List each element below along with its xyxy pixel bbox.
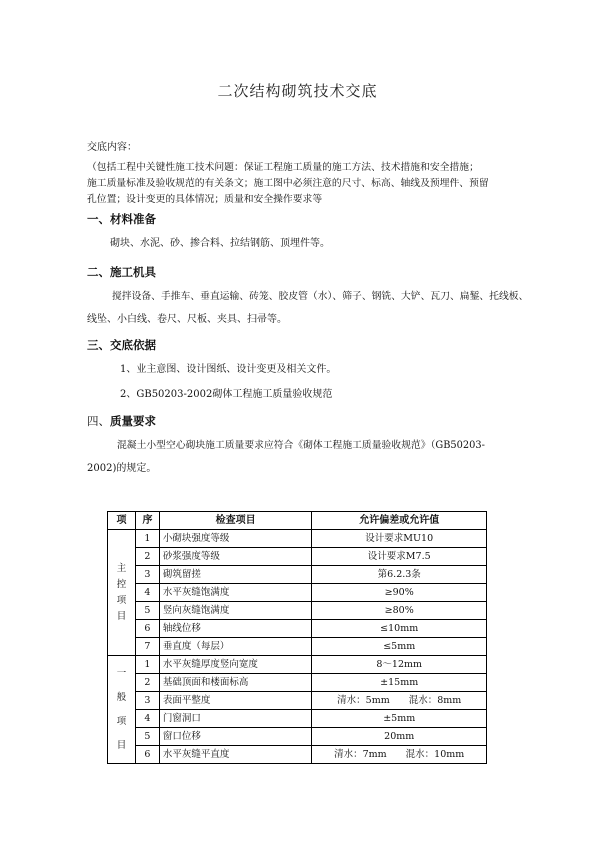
table-row	[108, 674, 487, 692]
header-no: 序	[135, 512, 159, 530]
row-no: 2	[135, 674, 159, 692]
row-no: 5	[135, 602, 159, 620]
row-no: 1	[135, 530, 159, 548]
row-item: 水平灰缝平直度	[159, 746, 312, 764]
table-row	[108, 602, 487, 620]
row-item: 表面平整度	[159, 692, 312, 710]
section-4-title: 质量要求	[110, 414, 156, 428]
row-item: 水平灰缝厚度竖向宽度	[159, 656, 312, 674]
row-value: 20mm	[312, 728, 487, 746]
group-general-label	[108, 656, 136, 764]
section-2-heading: 二、施工机具	[87, 265, 156, 279]
row-value: ≥80%	[312, 602, 487, 620]
row-no: 5	[135, 728, 159, 746]
intro-line-3: 孔位置；设计变更的具体情况；质量和安全操作要求等	[87, 194, 323, 205]
section-4-prefix: 四、	[87, 414, 110, 428]
row-item: 小砌块强度等级	[159, 530, 312, 548]
row-value: 清水：5mm 混水：8mm	[312, 692, 487, 710]
row-no: 2	[135, 548, 159, 566]
row-item: 砌筑留搓	[159, 566, 312, 584]
row-value: ±5mm	[312, 710, 487, 728]
header-item: 检查项目	[159, 512, 312, 530]
table-row	[108, 710, 487, 728]
row-no: 6	[135, 746, 159, 764]
section-3-heading: 三、交底依据	[87, 338, 156, 352]
row-item: 垂直度（每层）	[159, 638, 312, 656]
section-3-item-2: 2、GB50203-2002砌体工程施工质量验收规范	[120, 389, 333, 400]
row-item: 门窗洞口	[159, 710, 312, 728]
section-2-line-2: 线坠、小白线、卷尺、尺板、夹具、扫帚等。	[87, 314, 287, 325]
row-no: 7	[135, 638, 159, 656]
section-3-item-1: 1、业主意图、设计图纸、设计变更及相关文件。	[120, 364, 337, 375]
row-value: 8～12mm	[312, 656, 487, 674]
row-no: 1	[135, 656, 159, 674]
row-no: 4	[135, 710, 159, 728]
intro-line-2: 施工质量标准及验收规范的有关条文；施工图中必须注意的尺寸、标高、轴线及预埋件、预留	[87, 178, 489, 189]
group-main-char: 项	[116, 594, 127, 606]
row-no: 3	[135, 692, 159, 710]
row-value: ≥90%	[312, 584, 487, 602]
header-category: 项	[108, 512, 136, 530]
table-row	[108, 584, 487, 602]
row-value: ≤10mm	[312, 620, 487, 638]
table-header-row	[108, 512, 487, 530]
group-general-char: 一	[116, 667, 127, 679]
section-4-line-1: 混凝土小型空心砌块施工质量要求应符合《砌体工程施工质量验收规范》（GB50203-	[117, 440, 485, 451]
table-row	[108, 620, 487, 638]
table-row	[108, 548, 487, 566]
section-1-heading: 一、材料准备	[87, 212, 156, 226]
table-row	[108, 530, 487, 548]
row-value: 设计要求MU10	[312, 530, 487, 548]
section-4-heading	[87, 413, 156, 429]
intro-line-1: （包括工程中关键性施工技术问题：保证工程施工质量的施工方法、技术措施和安全措施；	[87, 162, 479, 173]
row-value: ≤5mm	[312, 638, 487, 656]
document-title: 二次结构砌筑技术交底	[217, 82, 378, 100]
group-general-char: 般	[116, 691, 127, 703]
table-row	[108, 692, 487, 710]
row-item: 窗口位移	[159, 728, 312, 746]
row-value: ±15mm	[312, 674, 487, 692]
table-row	[108, 728, 487, 746]
row-item: 轴线位移	[159, 620, 312, 638]
row-no: 6	[135, 620, 159, 638]
row-no: 3	[135, 566, 159, 584]
section-4-line-2: 2002)的规定。	[87, 463, 157, 474]
table-row	[108, 566, 487, 584]
group-main-label	[108, 530, 136, 656]
quality-table	[107, 511, 487, 764]
group-general-char: 项	[116, 715, 127, 727]
group-general-char: 目	[116, 739, 127, 751]
group-main-char: 主	[116, 562, 127, 574]
intro-label: 交底内容：	[87, 142, 137, 153]
row-item: 竖向灰缝饱满度	[159, 602, 312, 620]
table-row	[108, 746, 487, 764]
row-item: 基础顶面和楼面标高	[159, 674, 312, 692]
section-2-line-1: 搅拌设备、手推车、垂直运输、砖笼、胶皮管（水）、筛子、钢铣、大铲、瓦刀、扁錾、托线板、	[112, 291, 529, 302]
group-main-char: 控	[116, 578, 127, 590]
row-no: 4	[135, 584, 159, 602]
table-row	[108, 656, 487, 674]
row-item: 水平灰缝饱满度	[159, 584, 312, 602]
row-item: 砂浆强度等级	[159, 548, 312, 566]
group-main-char: 目	[116, 610, 127, 622]
section-1-body: 砌块、水泥、砂、掺合料、拉结钢筋、顶埋件等。	[110, 238, 330, 249]
table-row	[108, 638, 487, 656]
row-value: 第6.2.3条	[312, 566, 487, 584]
row-value: 设计要求M7.5	[312, 548, 487, 566]
header-value: 允许偏差或允许值	[312, 512, 487, 530]
row-value: 清水：7mm 混水：10mm	[312, 746, 487, 764]
